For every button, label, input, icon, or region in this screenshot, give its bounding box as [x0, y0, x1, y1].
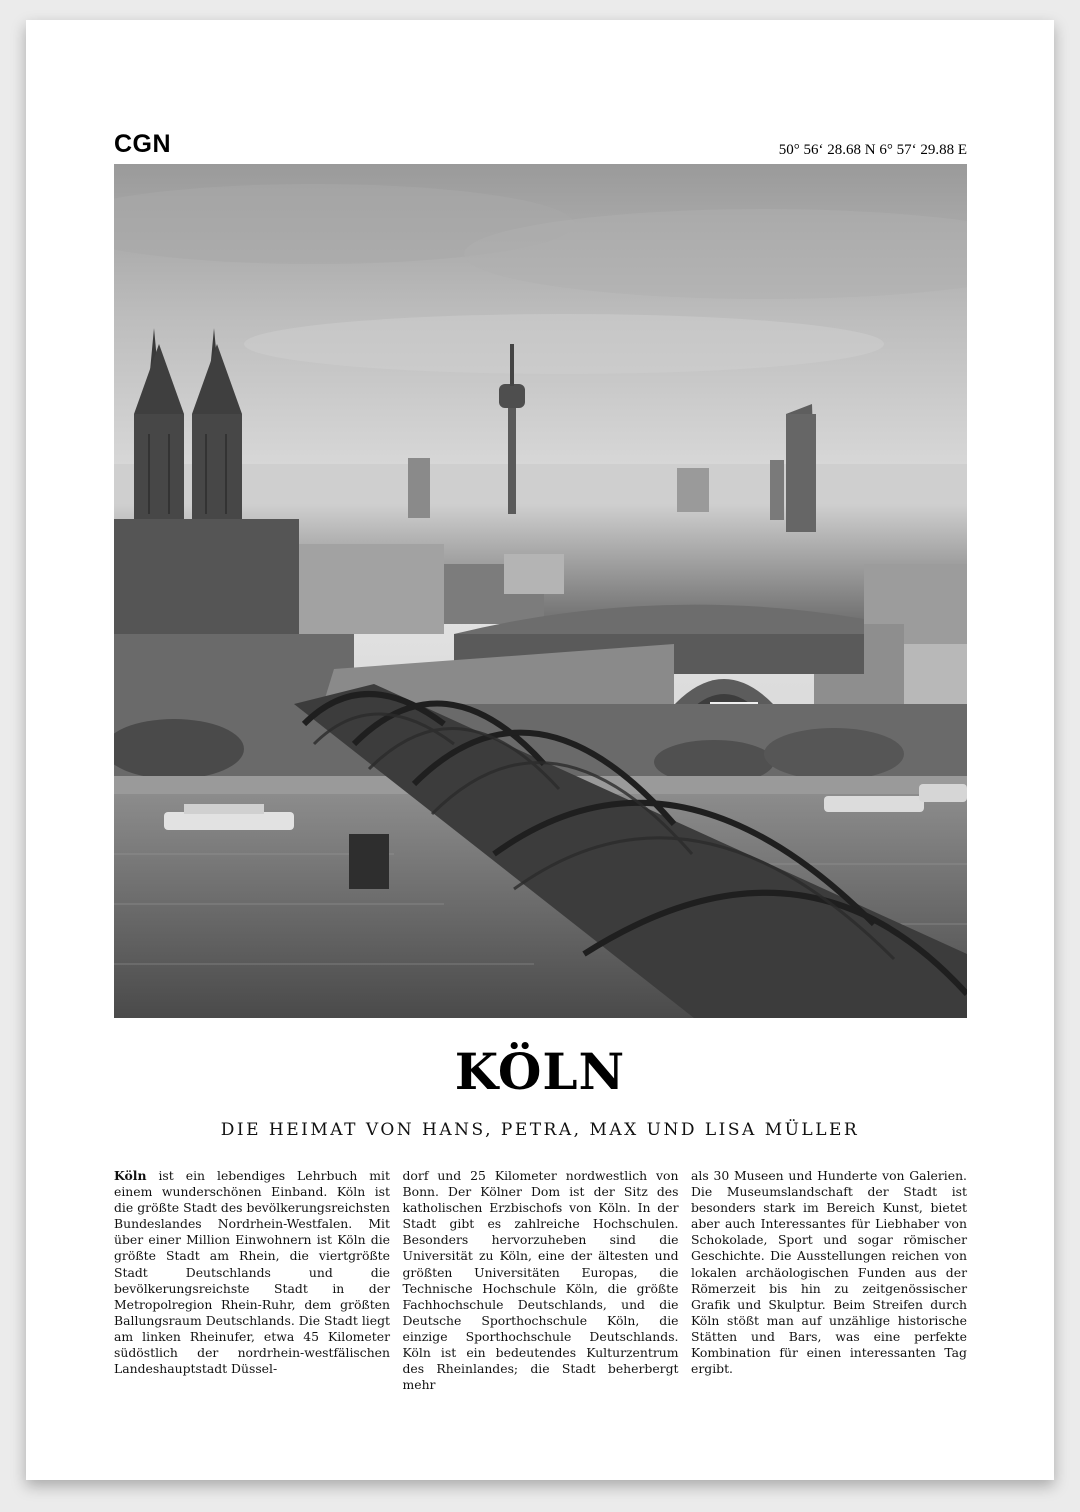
city-photo [114, 164, 967, 1018]
column-1-text: ist ein lebendiges Lehrbuch mit einem wunderschönen Einband. Köln ist die größte Stadt des bevölkerungsreichsten Bundeslandes Nordrhein-Westfalen. Mit über einer Million Einwohnern ist Köln die größte Stadt am Rhein, die viertgrößte Stadt Deutschlands und die bevölkerungsreichste Stadt in der Metropolregion Rhein-Ruhr, dem größten Ballungsraum Deutschlands. Die Stadt liegt am linken Rheinufer, etwa 45 Kilometer südöstlich der nordrhein-westfälischen Landeshauptstadt Düssel- [114, 1168, 390, 1377]
city-code: CGN [114, 130, 172, 158]
page-title: KÖLN [454, 1042, 626, 1101]
text-column-2 [403, 1168, 679, 1393]
text-column-3 [691, 1168, 967, 1393]
page-subtitle: DIE HEIMAT VON HANS, PETRA, MAX UND LISA MÜLLER [220, 1120, 860, 1140]
column-2-text: dorf und 25 Kilometer nordwestlich von Bonn. Der Kölner Dom ist der Sitz des katholischen Erzbischofs von Köln. In der Stadt gibt es zahlreiche Hochschulen. Besonders hervorzuheben sind die Universität zu Köln, eine der ältesten und größten Universitäten Europas, die Technische Hochschule Köln, die größte Fachhochschule Deutschlands, und die Deutsche Sporthochschule Köln, die einzige Sporthochschule Deutschlands. Köln ist ein bedeutendes Kulturzentrum des Rheinlandes; die Stadt beherbergt mehr [402, 1168, 679, 1393]
poster [26, 20, 1054, 1480]
coordinates: 50° 56‘ 28.68 N 6° 57‘ 29.88 E [778, 142, 967, 158]
body-text [114, 1168, 967, 1393]
text-column-1 [114, 1168, 390, 1393]
column-3-text: als 30 Museen und Hunderte von Galerien. Die Museumslandschaft der Stadt ist besonders stark im Bereich Kunst, bietet aber auch Interessantes für Liebhaber von Schokolade, Sport und sogar römischer Geschichte. Die Ausstellungen reichen von lokalen archäologischen Funden aus der Römerzeit bis hin zu zeitgenössischer Grafik und Skulptur. Beim Streifen durch Köln stößt man auf unzählige historische Stätten und Bars, was eine perfekte Kombination für einen interessanten Tag ergibt. [691, 1168, 967, 1377]
lead-word: Köln [114, 1168, 147, 1183]
